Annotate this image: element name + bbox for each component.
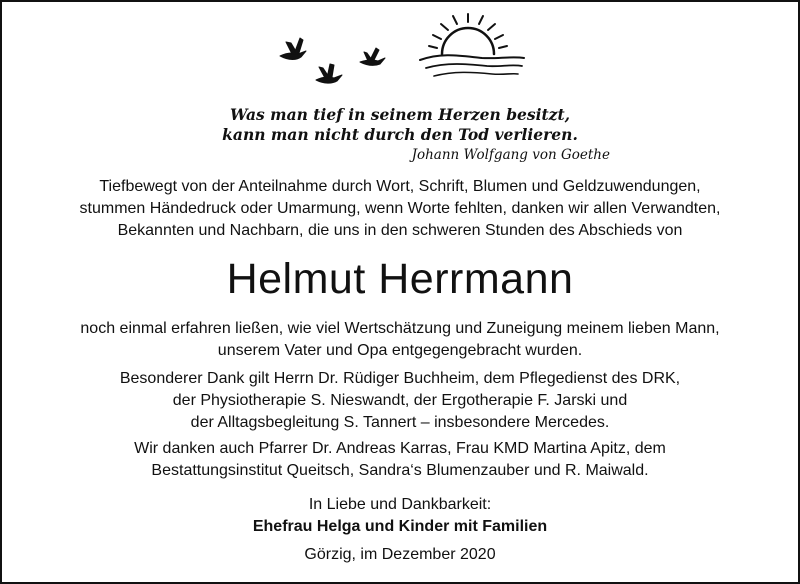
continuation-line: noch einmal erfahren ließen, wie viel Wertschätzung und Zuneigung meinem lieben Mann,	[80, 320, 720, 337]
special-thanks-paragraph	[2, 368, 798, 434]
intro-line: Bekannten und Nachbarn, die uns in den schweren Stunden des Abschieds von	[117, 222, 683, 239]
intro-line: stummen Händedruck oder Umarmung, wenn Worte fehlten, danken wir allen Verwandten,	[79, 200, 721, 217]
continuation-line: unserem Vater und Opa entgegengebracht wurden.	[217, 342, 583, 359]
special-thanks-line: Besonderer Dank gilt Herrn Dr. Rüdiger Buchheim, dem Pflegedienst des DRK,	[119, 370, 681, 387]
goethe-quote	[2, 105, 798, 165]
flying-birds-icon	[280, 38, 385, 83]
quote-author: Johann Wolfgang von Goethe	[411, 147, 610, 163]
closing-block	[2, 494, 798, 538]
continuation-paragraph	[2, 318, 798, 362]
quote-line-1: Was man tief in seinem Herzen besitzt,	[229, 105, 571, 124]
intro-paragraph	[2, 176, 798, 242]
deceased-name: Helmut Herrmann	[226, 255, 574, 303]
further-thanks-paragraph	[2, 438, 798, 482]
closing-phrase: In Liebe und Dankbarkeit:	[308, 496, 492, 513]
quote-line-2: kann man nicht durch den Tod verlieren.	[222, 125, 578, 144]
signers: Ehefrau Helga und Kinder mit Familien	[252, 518, 548, 535]
special-thanks-line: der Alltagsbegleitung S. Tannert – insbesondere Mercedes.	[190, 414, 610, 431]
further-thanks-line: Wir danken auch Pfarrer Dr. Andreas Karras, Frau KMD Martina Apitz, dem	[134, 440, 666, 457]
place-date: Görzig, im Dezember 2020	[304, 546, 496, 563]
birds-and-sun-icon	[272, 8, 532, 88]
further-thanks-line: Bestattungsinstitut Queitsch, Sandra‘s Blumenzauber und R. Maiwald.	[151, 462, 649, 479]
special-thanks-line: der Physiotherapie S. Nieswandt, der Ergotherapie F. Jarski und	[172, 392, 628, 409]
setting-sun-icon	[420, 14, 524, 76]
intro-line: Tiefbewegt von der Anteilnahme durch Wort, Schrift, Blumen und Geldzuwendungen,	[99, 178, 701, 195]
